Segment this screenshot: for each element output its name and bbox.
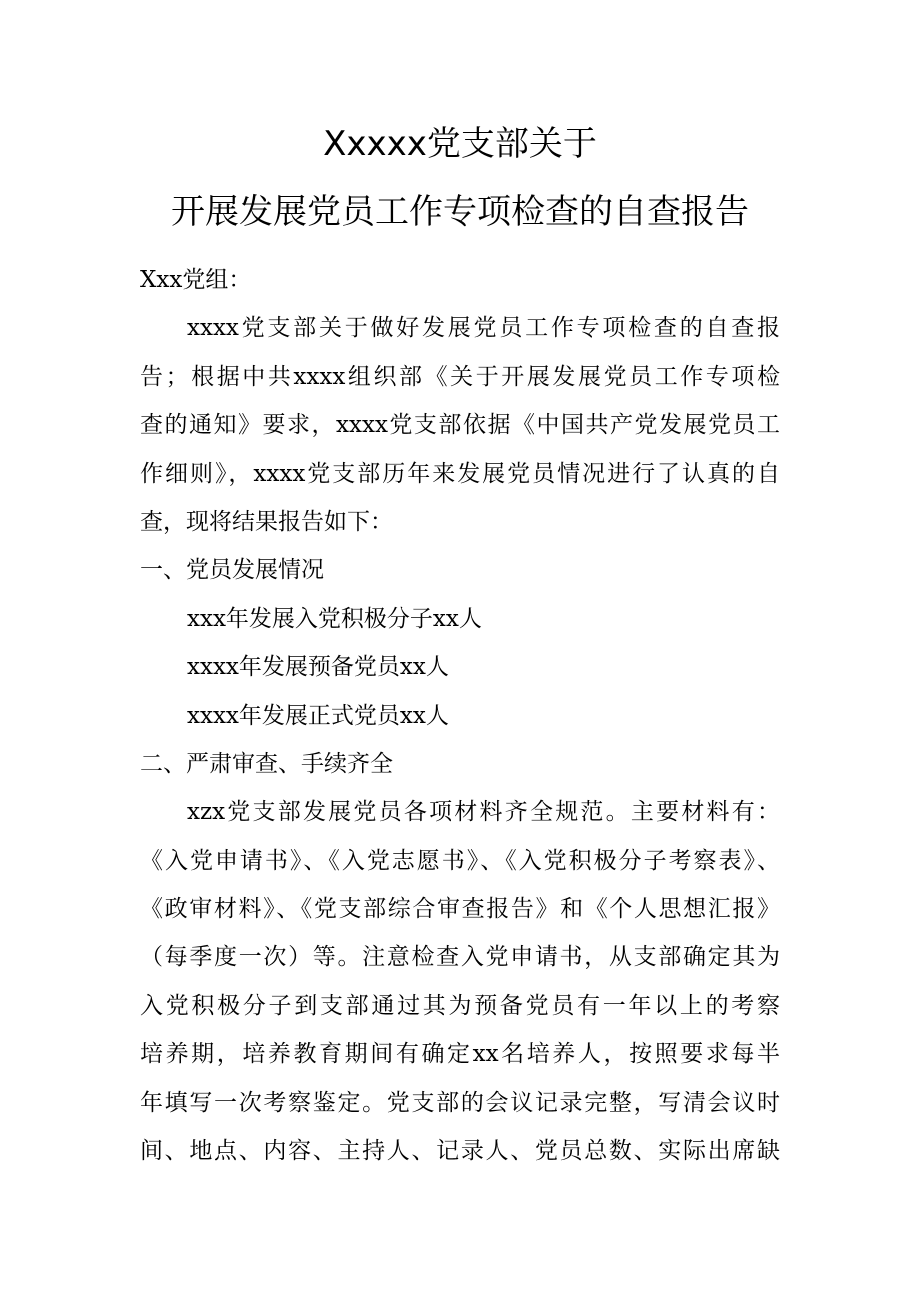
section-1-item: xxxx年发展正式党员xx人 <box>187 702 449 729</box>
intro-paragraph-line: 告；根据中共xxxx组织部《关于开展发展党员工作专项检 <box>140 363 780 390</box>
intro-paragraph-line: 查的通知》要求，xxxx党支部依据《中国共产党发展党员工 <box>140 412 780 439</box>
intro-paragraph-line: 查，现将结果报告如下： <box>140 508 393 535</box>
section-2-paragraph-line: 间、地点、内容、主持人、记录人、党员总数、实际出席缺 <box>140 1138 780 1165</box>
section-2-paragraph-line: 《政审材料》、《党支部综合审查报告》和《个人思想汇报》 <box>140 896 780 923</box>
section-2-heading: 二、严肃审查、手续齐全 <box>140 750 393 777</box>
section-2-paragraph-line: xzx党支部发展党员各项材料齐全规范。主要材料有： <box>187 799 780 826</box>
intro-paragraph-line: 作细则》，xxxx党支部历年来发展党员情况进行了认真的自 <box>140 460 780 487</box>
intro-paragraph-line: xxxx党支部关于做好发展党员工作专项检查的自查报 <box>187 315 780 342</box>
section-1-item: xxx年发展入党积极分子xx人 <box>187 605 482 632</box>
section-2-paragraph-line: 年填写一次考察鉴定。党支部的会议记录完整，写清会议时 <box>140 1089 780 1116</box>
document-title-line-1: Xxxxx党支部关于 <box>323 124 597 164</box>
document-title-line-2: 开展发展党员工作专项检查的自查报告 <box>171 192 749 232</box>
salutation: Xxx党组： <box>140 267 252 293</box>
section-2-paragraph-line: （每季度一次）等。注意检查入党申请书，从支部确定其为 <box>140 944 780 971</box>
document-body <box>140 256 780 1175</box>
section-2-paragraph-line: 入党积极分子到支部通过其为预备党员有一年以上的考察 <box>140 992 780 1019</box>
section-1-heading: 一、党员发展情况 <box>140 557 324 584</box>
section-2-paragraph-line: 《入党申请书》、《入党志愿书》、《入党积极分子考察表》、 <box>140 847 780 874</box>
section-1-item: xxxx年发展预备党员xx人 <box>187 654 449 681</box>
section-2-paragraph-line: 培养期，培养教育期间有确定xx名培养人，按照要求每半 <box>140 1041 780 1068</box>
